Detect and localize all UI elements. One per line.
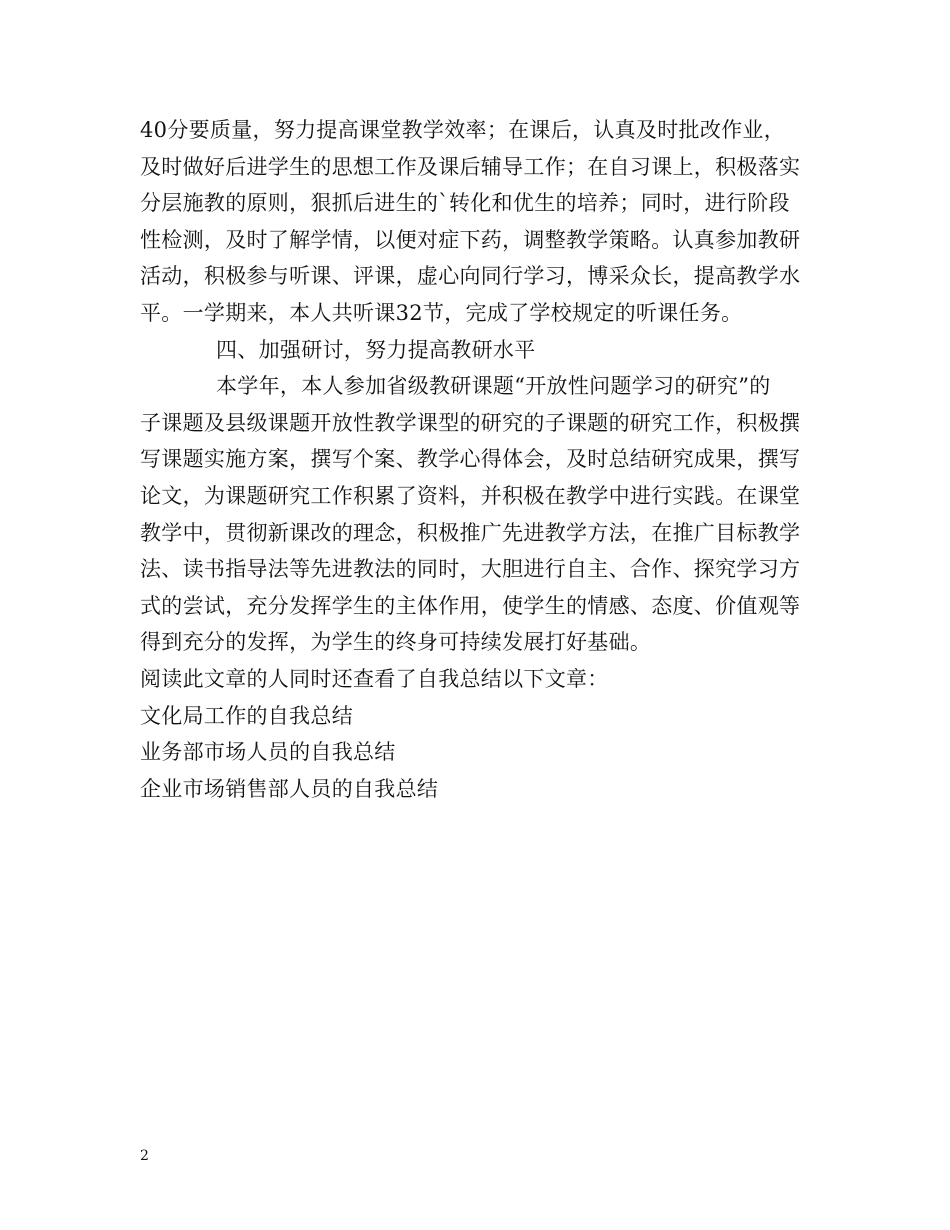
text-line: 论文，为课题研究工作积累了资料，并积极在教学中进行实践。在课堂: [140, 483, 801, 508]
text-line: 及时做好后进学生的思想工作及课后辅导工作；在自习课上，积极落实: [140, 154, 801, 179]
text-line: 活动，积极参与听课、评课，虚心向同行学习，博采众长，提高教学水: [140, 264, 801, 289]
text-line: 式的尝试，充分发挥学生的主体作用，使学生的情感、态度、价值观等: [140, 593, 801, 618]
text-line: 法、读书指导法等先进教法的同时，大胆进行自主、合作、探究学习方: [140, 557, 801, 582]
related-article-link[interactable]: 企业市场销售部人员的自我总结: [140, 776, 439, 801]
text-line: 得到充分的发挥，为学生的终身可持续发展打好基础。: [140, 630, 652, 655]
related-articles-heading: 阅读此文章的人同时还查看了自我总结以下文章：: [140, 666, 609, 691]
text-line: 写课题实施方案，撰写个案、教学心得体会，及时总结研究成果，撰写: [140, 447, 801, 472]
text-line: 教学中，贯彻新课改的理念，积极推广先进教学方法，在推广目标教学: [140, 520, 801, 545]
document-body: [140, 112, 820, 807]
text-line: 平。一学期来，本人共听课32节，完成了学校规定的听课任务。: [140, 300, 743, 325]
text-line: 40分要质量，努力提高课堂教学效率；在课后，认真及时批改作业，: [140, 118, 786, 142]
text-line: 分层施教的原则，狠抓后进生的`转化和优生的培养；同时，进行阶段: [140, 191, 790, 216]
related-article-link[interactable]: 业务部市场人员的自我总结: [140, 740, 396, 765]
related-article-link[interactable]: 文化局工作的自我总结: [140, 703, 353, 728]
text-line: 子课题及县级课题开放性教学课型的研究的子课题的研究工作，积极撰: [140, 410, 801, 435]
section-heading: 四、加强研讨，努力提高教研水平: [216, 337, 536, 362]
text-line: 性检测，及时了解学情，以便对症下药，调整教学策略。认真参加教研: [140, 227, 801, 252]
page-number: 2: [140, 1148, 149, 1164]
paragraph-start-line: 本学年，本人参加省级教研课题“开放性问题学习的研究”的: [216, 374, 771, 399]
